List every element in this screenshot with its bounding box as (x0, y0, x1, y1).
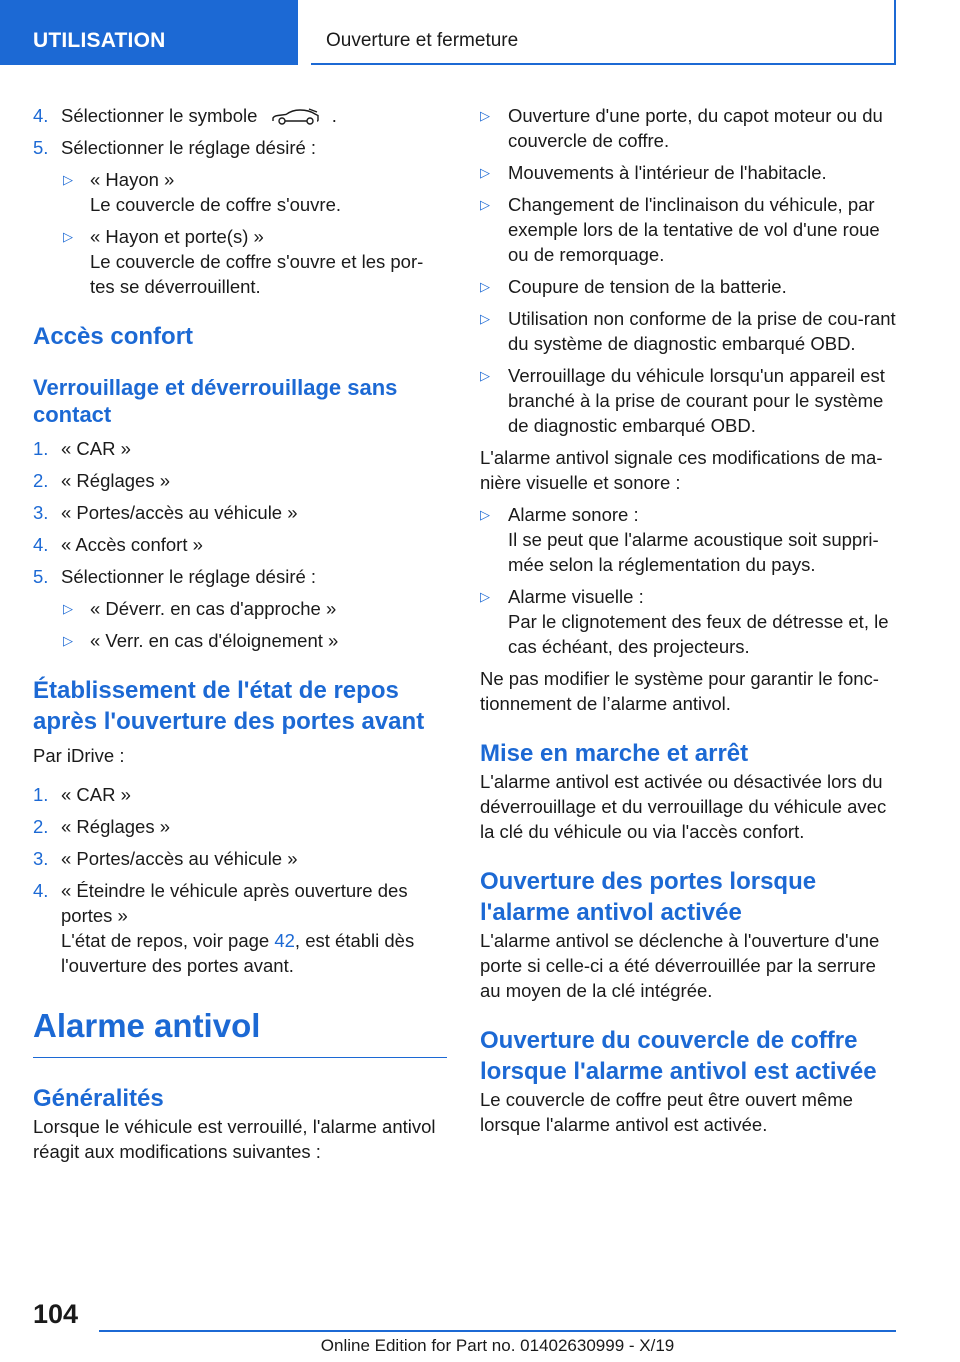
option-description: Le couvercle de coffre s'ouvre. (90, 194, 342, 215)
step-number: 4. (33, 105, 49, 126)
paragraph: Lorsque le véhicule est verrouillé, l'alarme antivol réagit aux modifications suivantes : (33, 1116, 436, 1162)
header-chapter-title: Ouverture et fermeture (311, 0, 896, 65)
trunk-options-list (33, 167, 447, 299)
list-item (33, 436, 447, 461)
step-text: Sélectionner le symbole (61, 105, 258, 126)
left-column (33, 103, 447, 1164)
list-item (480, 160, 896, 185)
section-heading: Ouverture des portes lorsque l'alarme antivol activée (480, 868, 817, 926)
step-number: 1. (33, 784, 49, 805)
item-text: Ouverture d'une porte, du capot moteur ou du couvercle de coffre. (508, 105, 883, 151)
comfort-steps-list (33, 436, 447, 589)
comfort-options-list (33, 596, 447, 653)
item-text: Changement de l'inclinaison du véhicule, par exemple lors de la tentative de vol d'une roue ou de remorquage. (508, 194, 880, 265)
step-number: 3. (33, 502, 49, 523)
footer-divider (99, 1330, 896, 1332)
list-item (33, 103, 447, 128)
item-description: Par le clignotement des feux de détresse et, le cas échéant, des projecteurs. (508, 611, 889, 657)
item-text: Verrouillage du véhicule lorsqu'un appareil est branché à la prise de courant pour le système de diagnostic embarqué OBD. (508, 365, 885, 436)
list-item (33, 224, 447, 299)
list-item (33, 500, 447, 525)
page-number: 104 (33, 1299, 79, 1329)
step-text: « Réglages » (61, 470, 171, 491)
item-text: Coupure de tension de la batterie. (508, 276, 787, 297)
list-item (33, 532, 447, 557)
option-title: « Déverr. en cas d'approche » (90, 598, 337, 619)
section-heading: Ouverture du couvercle de coffre lorsque l'alarme antivol est activée (480, 1027, 877, 1085)
step-text: Sélectionner le réglage désiré : (61, 137, 317, 158)
list-item (480, 502, 896, 577)
step-text: « Portes/accès au véhicule » (61, 502, 298, 523)
triangle-right-outline-icon: ▷ (480, 279, 490, 294)
list-item (480, 363, 896, 438)
paragraph: L'alarme antivol est activée ou désactivée lors du déverrouillage et du verrouillage du véhicule avec la clé du véhicule ou via l'accès confort. (480, 771, 887, 842)
step-number: 3. (33, 848, 49, 869)
step-text: « Éteindre le véhicule après ouverture des portes » (61, 880, 408, 926)
paragraph: Par iDrive : (33, 745, 125, 766)
section-heading: Établissement de l'état de repos après l'ouverture des portes avant (33, 677, 425, 735)
list-item (480, 103, 896, 153)
triangle-right-outline-icon: ▷ (480, 197, 490, 212)
step-text: « CAR » (61, 784, 131, 805)
list-item (33, 564, 447, 589)
item-description: Il se peut que l'alarme acoustique soit suppri‐mée selon la réglementation du pays. (508, 529, 879, 575)
list-item (33, 846, 447, 871)
option-title: « Hayon et porte(s) » (90, 226, 264, 247)
step-note (61, 928, 447, 978)
triangle-right-outline-icon: ▷ (480, 507, 490, 522)
section-heading: Mise en marche et arrêt (480, 740, 749, 767)
step-text: « Portes/accès au véhicule » (61, 848, 298, 869)
triangle-right-outline-icon: ▷ (480, 311, 490, 326)
step-number: 1. (33, 438, 49, 459)
triangle-right-outline-icon: ▷ (480, 589, 490, 604)
triangle-right-outline-icon: ▷ (63, 601, 73, 616)
paragraph: Le couvercle de coffre peut être ouvert même lorsque l'alarme antivol est activée. (480, 1089, 853, 1135)
list-item (33, 782, 447, 807)
list-item (33, 468, 447, 493)
chapter-heading: Alarme antivol (33, 1007, 261, 1044)
step-number: 4. (33, 880, 49, 901)
step-number: 2. (33, 470, 49, 491)
item-title: Alarme sonore : (508, 504, 639, 525)
list-item (480, 584, 896, 659)
rest-steps-list (33, 782, 447, 978)
option-title: « Hayon » (90, 169, 175, 190)
right-column (480, 103, 896, 1137)
step-text: « Réglages » (61, 816, 171, 837)
alarm-types-list (480, 502, 896, 659)
section-heading: Généralités (33, 1085, 164, 1112)
note-text-end: , est établi dès l'ouverture des portes avant. (61, 930, 415, 976)
option-description: Le couvercle de coffre s'ouvre et les por‐tes se déverrouillent. (90, 251, 424, 297)
section-heading: Accès confort (33, 323, 194, 350)
header-section-tab: UTILISATION (0, 0, 298, 65)
list-item (480, 274, 896, 299)
list-item (33, 135, 447, 160)
option-title: « Verr. en cas d'éloignement » (90, 630, 339, 651)
triangle-right-outline-icon: ▷ (63, 229, 73, 244)
triangle-right-outline-icon: ▷ (480, 108, 490, 123)
item-text: Utilisation non conforme de la prise de cou‐rant du système de diagnostic embarqué OBD. (508, 308, 896, 354)
list-item (33, 167, 447, 217)
step-number: 2. (33, 816, 49, 837)
step-number: 5. (33, 137, 49, 158)
subsection-heading: Verrouillage et déverrouillage sans contact (33, 375, 398, 427)
step-text: « Accès confort » (61, 534, 203, 555)
triangle-right-outline-icon: ▷ (480, 165, 490, 180)
paragraph: L'alarme antivol se déclenche à l'ouverture d'une porte si celle-ci a été déverrouillée par la serrure au moyen de la clé intégrée. (480, 930, 880, 1001)
changes-list (480, 103, 896, 438)
step-number: 4. (33, 534, 49, 555)
item-text: Mouvements à l'intérieur de l'habitacle. (508, 162, 827, 183)
step-text: « CAR » (61, 438, 131, 459)
list-item (33, 814, 447, 839)
triangle-right-outline-icon: ▷ (63, 172, 73, 187)
trunk-steps-list (33, 103, 447, 160)
step-text: Sélectionner le réglage désiré : (61, 566, 317, 587)
note-text: L'état de repos, voir page (61, 930, 275, 951)
step-number: 5. (33, 566, 49, 587)
list-item (480, 306, 896, 356)
car-trunk-icon (271, 108, 321, 126)
page-link[interactable]: 42 (274, 930, 295, 951)
list-item (33, 596, 447, 621)
heading-divider (33, 1057, 447, 1058)
paragraph: L'alarme antivol signale ces modifications de ma‐nière visuelle et sonore : (480, 447, 883, 493)
paragraph: Ne pas modifier le système pour garantir le fonc‐tionnement de l’alarme antivol. (480, 668, 879, 714)
list-item (480, 192, 896, 267)
list-item (33, 878, 447, 978)
list-item (33, 628, 447, 653)
triangle-right-outline-icon: ▷ (480, 368, 490, 383)
step-text-end: . (331, 105, 337, 126)
triangle-right-outline-icon: ▷ (63, 633, 73, 648)
item-title: Alarme visuelle : (508, 586, 644, 607)
footer-edition: Online Edition for Part no. 01402630999 - X/19 (320, 1336, 675, 1355)
